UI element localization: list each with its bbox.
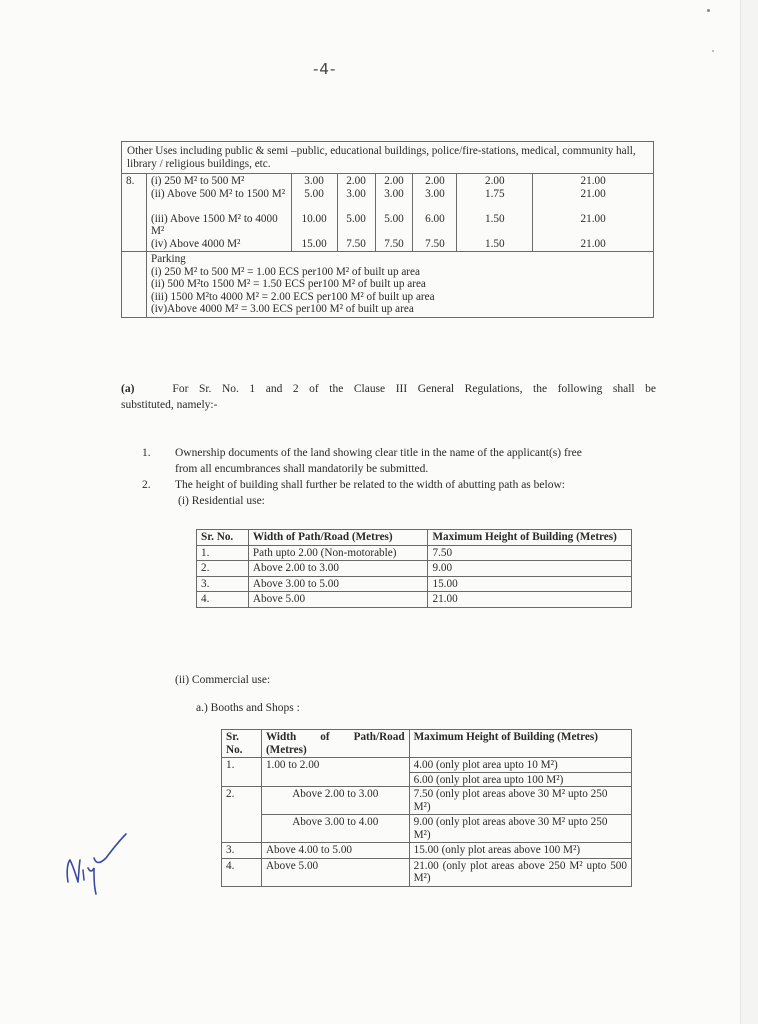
width-cell: Above 3.00 to 4.00: [261, 815, 409, 843]
table-row: [222, 815, 632, 843]
category-label: (iii) Above 1500 M² to 4000 M²: [150, 212, 278, 237]
scan-speck: [707, 9, 710, 12]
numbered-list: [142, 445, 657, 509]
value: 2.00: [384, 175, 404, 187]
value: 1.75: [485, 187, 505, 200]
column-header: Sr. No.: [197, 530, 249, 546]
height-cell: 9.00: [428, 561, 632, 577]
list-item: [142, 445, 657, 477]
parking-row: [122, 252, 654, 318]
height-value: 4.00 (only plot area upto 10 M²): [413, 759, 558, 771]
list-text: from all encumbrances shall mandatorily be submitted.: [175, 463, 429, 475]
list-item: [142, 477, 657, 509]
value: 3.00: [304, 175, 324, 187]
width-cell: Above 2.00 to 3.00: [248, 561, 428, 577]
parking-cell: [146, 252, 653, 318]
width-cell: Above 4.00 to 5.00: [261, 843, 409, 859]
value: 6.00: [425, 212, 445, 225]
commercial-heading: (ii) Commercial use:: [175, 674, 271, 686]
list-number: 1.: [142, 447, 151, 459]
scan-speck: [712, 50, 714, 52]
column-header: Sr. No.: [222, 730, 262, 758]
sr-no: 2.: [197, 561, 249, 577]
height-cell: 15.00: [428, 576, 632, 592]
commercial-height-table: [221, 729, 632, 887]
parking-item: (iv)Above 4000 M² = 3.00 ECS per100 M² of built up area: [150, 303, 414, 315]
category-cell: [146, 174, 291, 252]
value: 7.50: [425, 237, 445, 250]
table-row: [222, 858, 632, 886]
height-cell: 7.50: [428, 545, 632, 561]
column-header: Maximum Height of Building (Metres): [409, 730, 631, 758]
residential-height-table: [196, 529, 632, 608]
width-cell: Above 5.00: [261, 858, 409, 886]
value: 21.00: [580, 237, 606, 250]
other-uses-header-note: Other Uses including public & semi –public, educational buildings, police/fire-stations, medical, community hall, library / religious buildings, etc.: [122, 142, 654, 174]
value-col-5: [457, 174, 533, 252]
parking-title: Parking: [150, 253, 186, 265]
value-col-2: [337, 174, 375, 252]
width-cell: Path upto 2.00 (Non-motorable): [248, 545, 428, 561]
height-cell: 7.50 (only plot areas above 30 M² upto 250 M²): [409, 787, 631, 815]
table-row: [197, 576, 632, 592]
value: 15.00: [301, 237, 327, 250]
sr-no: 2.: [222, 787, 262, 843]
value: 3.00: [346, 187, 366, 200]
value: 7.50: [346, 237, 366, 250]
parking-item: (ii) 500 M²to 1500 M² = 1.50 ECS per100 M² of built up area: [150, 278, 426, 290]
sr-no: 3.: [222, 843, 262, 859]
value: 1.50: [485, 212, 505, 225]
value: 2.00: [425, 175, 445, 187]
value: 1.50: [485, 237, 505, 250]
value-col-1: [291, 174, 337, 252]
width-cell: Above 2.00 to 3.00: [261, 787, 409, 815]
value: 2.00: [346, 175, 366, 187]
table-row: [197, 561, 632, 577]
clause-text: For Sr. No. 1 and 2 of the Clause III General Regulations, the following shall be: [172, 383, 656, 395]
page-number: -4-: [313, 60, 337, 78]
column-header: Maximum Height of Building (Metres): [428, 530, 632, 546]
height-cell: 15.00 (only plot areas above 100 M²): [409, 843, 631, 859]
residential-heading: (i) Residential use:: [178, 495, 265, 507]
value: 10.00: [301, 212, 327, 225]
commercial-subheading: a.) Booths and Shops :: [196, 702, 300, 714]
clause-text: substituted, namely:-: [121, 399, 218, 411]
list-text: Ownership documents of the land showing clear title in the name of the applicant(s) free: [175, 447, 582, 459]
value: 5.00: [384, 212, 404, 225]
value: 2.00: [485, 175, 505, 187]
width-cell: 1.00 to 2.00: [261, 758, 409, 787]
height-cell: [409, 758, 631, 787]
value: 21.00: [580, 175, 606, 187]
height-cell: 21.00 (only plot areas above 250 M² upto 500 M²): [409, 858, 631, 886]
value-col-4: [413, 174, 457, 252]
clause-label: (a): [121, 383, 135, 395]
list-number: 2.: [142, 479, 151, 491]
category-label: (i) 250 M² to 500 M²: [150, 175, 245, 187]
height-value: 6.00 (only plot area upto 100 M²): [410, 772, 631, 787]
height-cell: 9.00 (only plot areas above 30 M² upto 250 M²): [409, 815, 631, 843]
table-row: [222, 843, 632, 859]
width-cell: Above 3.00 to 5.00: [248, 576, 428, 592]
parking-item: (iii) 1500 M²to 4000 M² = 2.00 ECS per100 M² of built up area: [150, 290, 435, 303]
value: 5.00: [346, 212, 366, 225]
sr-no: 1.: [197, 545, 249, 561]
column-header: Width of Path/Road (Metres): [261, 730, 409, 758]
column-header: Width of Path/Road (Metres): [248, 530, 428, 546]
signature-mark: [60, 820, 140, 900]
sr-no: 4.: [197, 592, 249, 608]
sr-no: 8.: [122, 174, 147, 252]
empty-cell: [122, 252, 147, 318]
value: 21.00: [580, 212, 606, 225]
clause-a: [121, 381, 656, 413]
parking-item: (i) 250 M² to 500 M² = 1.00 ECS per100 M² of built up area: [150, 265, 420, 278]
table-row: [222, 758, 632, 787]
sr-no: 4.: [222, 858, 262, 886]
category-label: (iv) Above 4000 M²: [150, 237, 241, 250]
value: 21.00: [580, 187, 606, 200]
table-row: [197, 592, 632, 608]
width-cell: Above 5.00: [248, 592, 428, 608]
value: 5.00: [304, 187, 324, 200]
value: 7.50: [384, 237, 404, 250]
table-row: [122, 174, 654, 252]
value-col-3: [375, 174, 413, 252]
other-uses-table: [121, 141, 654, 318]
sr-no: 1.: [222, 758, 262, 787]
sr-no: 3.: [197, 576, 249, 592]
value: 3.00: [425, 187, 445, 200]
value-col-6: [533, 174, 654, 252]
table-row: [197, 545, 632, 561]
list-text: The height of building shall further be related to the width of abutting path as below:: [175, 479, 565, 491]
category-label: (ii) Above 500 M² to 1500 M²: [150, 187, 286, 200]
value: 3.00: [384, 187, 404, 200]
height-cell: 21.00: [428, 592, 632, 608]
table-row: [222, 787, 632, 815]
